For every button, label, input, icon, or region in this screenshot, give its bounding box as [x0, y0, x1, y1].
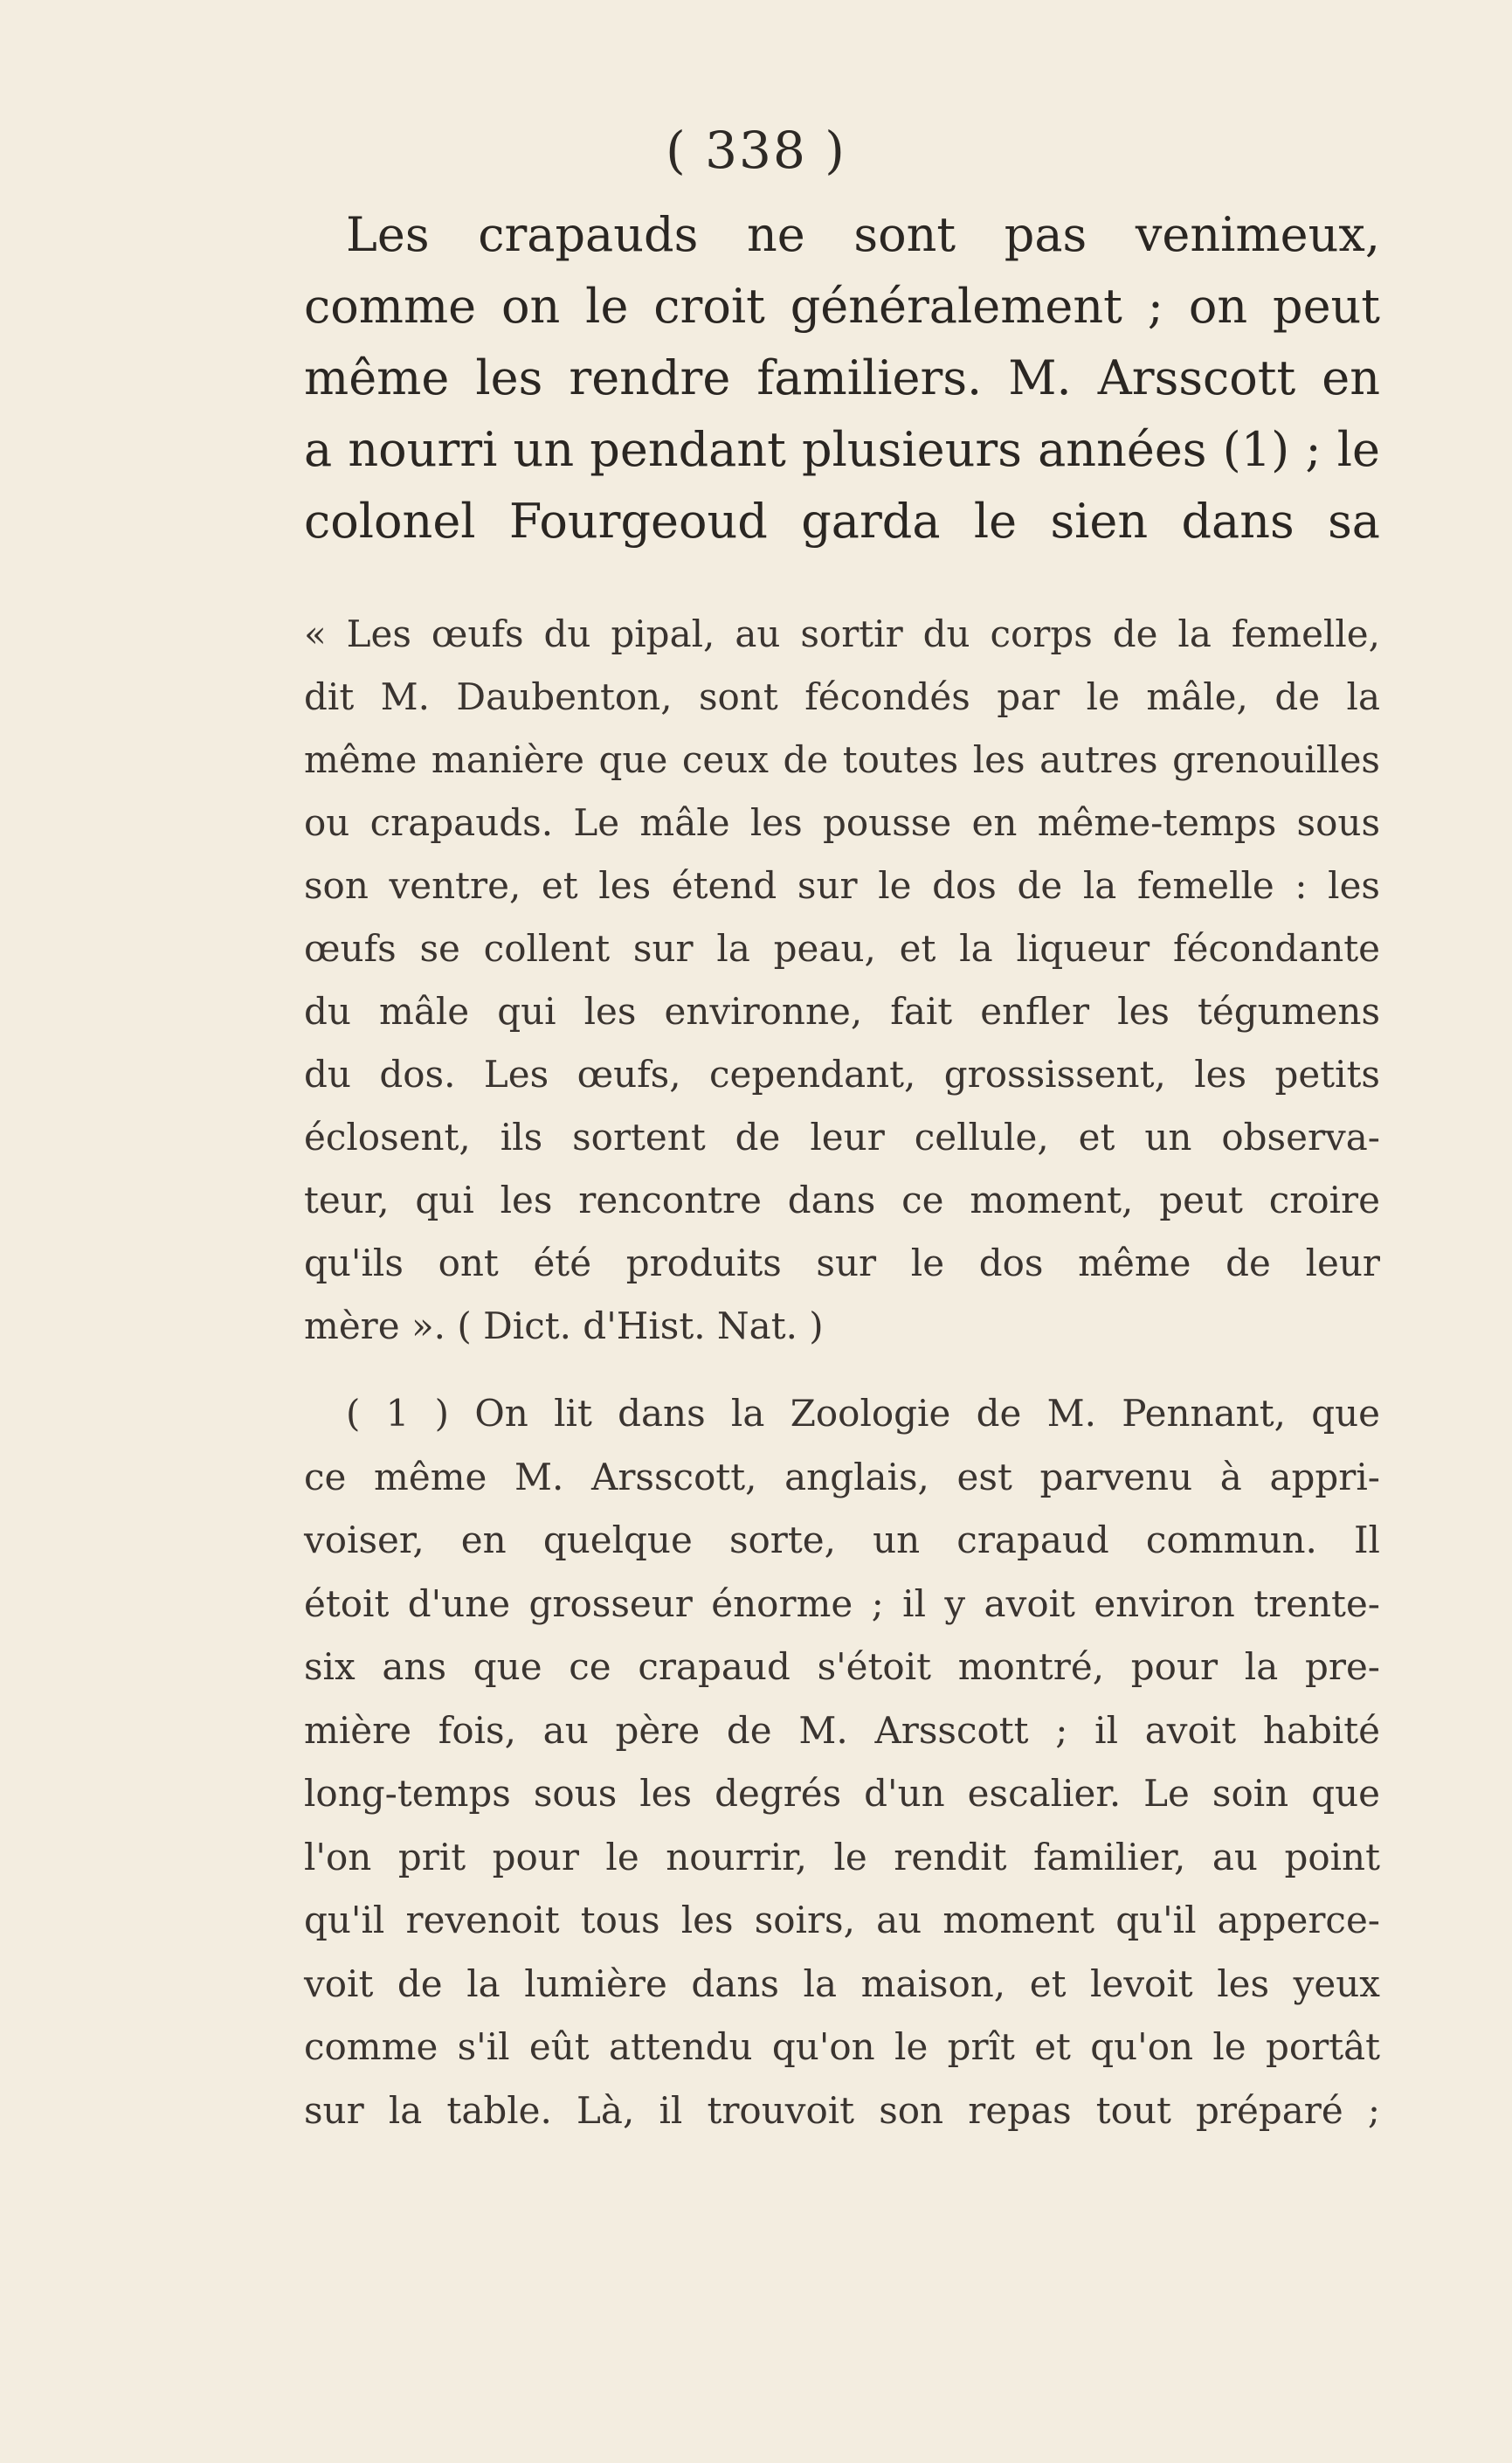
quote-line: éclosent, ils sortent de leur cellule, et un observa-	[304, 1116, 1380, 1159]
note-line: l'on prit pour le nourrir, le rendit familier, au point	[304, 1835, 1380, 1878]
quote-line: ou crapauds. Le mâle les pousse en même-temps sous	[304, 801, 1380, 844]
quote-line: teur, qui les rencontre dans ce moment, peut croire	[304, 1179, 1380, 1221]
page-number-header: ( 338 )	[666, 121, 846, 180]
quote-line: qu'ils ont été produits sur le dos même de leur	[304, 1242, 1380, 1284]
note-line: long-temps sous les degrés d'un escalier. Le soin que	[304, 1772, 1380, 1815]
quote-line: mère ». ( Dict. d'Hist. Nat. )	[304, 1304, 824, 1347]
text-line: même les rendre familiers. M. Arsscott en	[304, 350, 1380, 405]
quote-line: son ventre, et les étend sur le dos de la femelle : les	[304, 864, 1380, 907]
text-line: colonel Fourgeoud garda le sien dans sa	[304, 494, 1380, 549]
note-line: voiser, en quelque sorte, un crapaud commun. Il	[304, 1519, 1380, 1561]
note-line: qu'il revenoit tous les soirs, au moment qu'il apperce-	[304, 1899, 1380, 1941]
text-line: a nourri un pendant plusieurs années (1) ; le	[304, 422, 1380, 477]
note-line: mière fois, au père de M. Arsscott ; il avoit habité	[304, 1708, 1380, 1752]
note-line: étoit d'une grosseur énorme ; il y avoit environ trente-	[304, 1581, 1380, 1625]
footnote	[304, 1382, 1380, 2142]
main-paragraph	[304, 199, 1380, 557]
note-line: ( 1 ) On lit dans la Zoologie de M. Pennant, que	[346, 1392, 1380, 1435]
text-line: Les crapauds ne sont pas venimeux,	[346, 207, 1380, 262]
quote-line: œufs se collent sur la peau, et la liqueur fécondante	[304, 927, 1380, 970]
note-line: comme s'il eût attendu qu'on le prît et qu'on le portât	[304, 2025, 1380, 2068]
quote-line: même manière que ceux de toutes les autres grenouilles	[304, 738, 1380, 781]
quote-line: du dos. Les œufs, cependant, grossissent, les petits	[304, 1053, 1380, 1096]
quote-line: du mâle qui les environne, fait enfler les tégumens	[304, 990, 1380, 1033]
note-line: voit de la lumière dans la maison, et levoit les yeux	[304, 1961, 1380, 2005]
note-line: six ans que ce crapaud s'étoit montré, pour la pre-	[304, 1645, 1380, 1688]
note-line: ce même M. Arsscott, anglais, est parvenu à appri-	[304, 1455, 1380, 1498]
quoted-passage	[304, 603, 1380, 1358]
quote-line: « Les œufs du pipal, au sortir du corps de la femelle,	[304, 612, 1380, 655]
quote-line: dit M. Daubenton, sont fécondés par le mâle, de la	[304, 675, 1380, 718]
note-line: sur la table. Là, il trouvoit son repas tout préparé ;	[304, 2088, 1380, 2132]
text-line: comme on le croit généralement ; on peut	[304, 279, 1380, 334]
